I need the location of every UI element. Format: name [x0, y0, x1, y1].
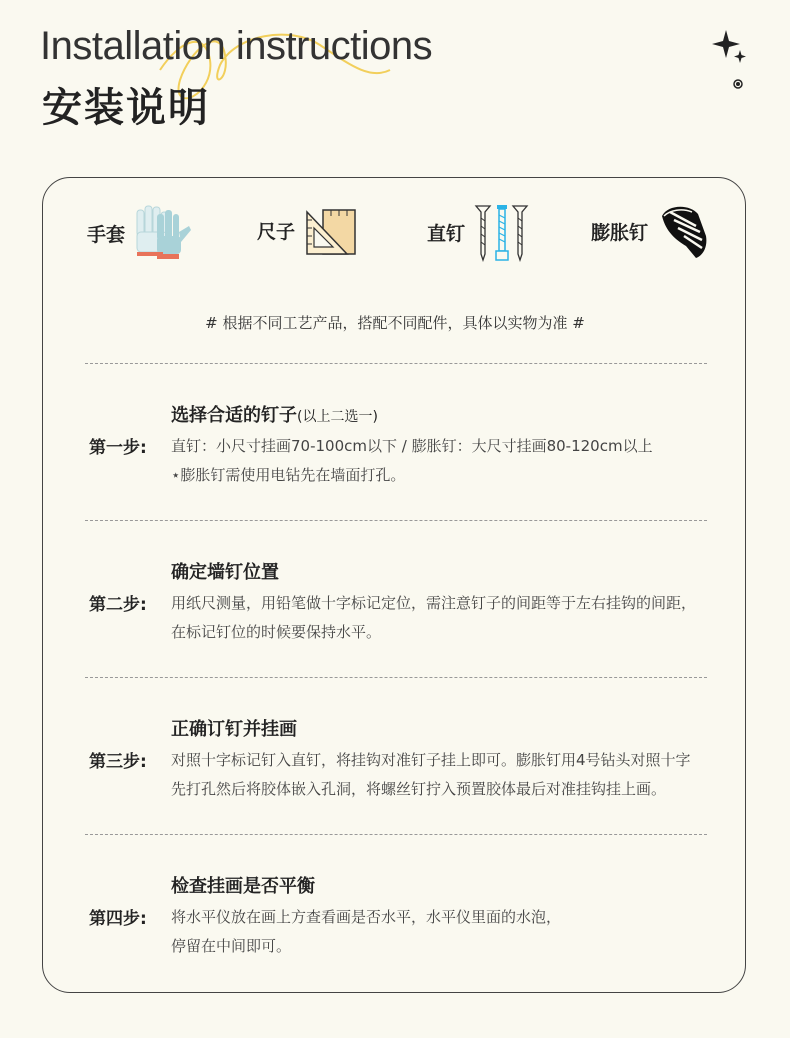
- step-line: ⋆膨胀钉需使用电钻先在墙面打孔。: [171, 466, 406, 484]
- nails-icon: [473, 202, 531, 262]
- divider: [85, 363, 707, 364]
- step-label: 第三步:: [89, 752, 147, 772]
- step-title-sub: (以上二选一): [297, 409, 378, 425]
- step-title: 检查挂画是否平衡: [171, 876, 315, 897]
- step-body: [171, 903, 731, 961]
- tool-label: 尺子: [257, 220, 296, 243]
- accessories-note: # 根据不同工艺产品，搭配不同配件，具体以实物为准 #: [205, 314, 585, 332]
- step-title-text: 选择合适的钉子: [171, 405, 297, 426]
- step-line: 停留在中间即可。: [171, 937, 292, 955]
- step-line: 对照十字标记钉入直钉，将挂钩对准钉子挂上即可。膨胀钉用4号钻头对照十字: [171, 751, 691, 769]
- header: [0, 0, 790, 170]
- title-english: Installation instructions: [40, 24, 433, 68]
- step-title: 确定墙钉位置: [171, 562, 279, 583]
- tool-expansion-screw: [591, 202, 712, 260]
- tool-gloves: [87, 202, 193, 264]
- expansion-screw-icon: [656, 202, 712, 260]
- tool-label: 手套: [87, 223, 126, 246]
- step-body: [171, 432, 731, 490]
- step-body: [171, 746, 731, 804]
- step-label: 第四步:: [89, 909, 147, 929]
- step-line: 先打孔然后将胶体嵌入孔洞，将螺丝钉拧入预置胶体最后对准挂钩挂上画。: [171, 780, 667, 798]
- step-line: 将水平仪放在画上方查看画是否水平，水平仪里面的水泡，: [171, 908, 562, 926]
- step-line: 直钉：小尺寸挂画70-100cm以下 / 膨胀钉：大尺寸挂画80-120cm以上: [171, 437, 653, 455]
- step-title: [171, 401, 378, 427]
- tool-ruler: [257, 202, 359, 258]
- gloves-icon: [133, 202, 193, 264]
- divider: [85, 520, 707, 521]
- tool-nails: [427, 202, 531, 262]
- ruler-icon: [303, 202, 359, 258]
- divider: [85, 834, 707, 835]
- step-label: 第一步:: [89, 438, 147, 458]
- sparkle-icon: [710, 28, 750, 98]
- step-line: 用纸尺测量，用铅笔做十字标记定位，需注意钉子的间距等于左右挂钩的间距，: [171, 594, 697, 612]
- divider: [85, 677, 707, 678]
- step-label: 第二步:: [89, 595, 147, 615]
- step-line: 在标记钉位的时候要保持水平。: [171, 623, 382, 641]
- instructions-card: [42, 177, 746, 993]
- step-title: 正确订钉并挂画: [171, 719, 297, 740]
- title-chinese: 安装说明: [42, 85, 210, 131]
- step-body: [171, 589, 731, 647]
- tool-label: 直钉: [427, 222, 466, 245]
- tool-label: 膨胀钉: [591, 221, 649, 244]
